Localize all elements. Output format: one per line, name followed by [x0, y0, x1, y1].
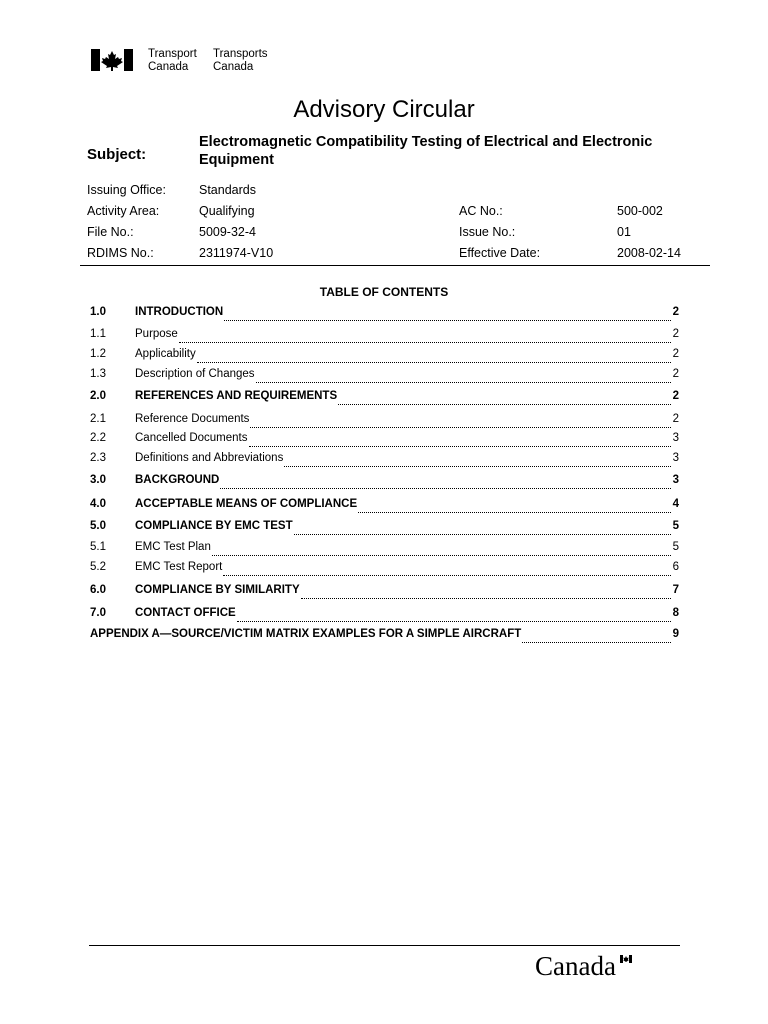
- toc-dot-leader: [237, 612, 671, 622]
- toc-entry-page: 5: [672, 520, 679, 532]
- toc-entry-label: INTRODUCTION: [135, 306, 224, 318]
- toc-entry-page: 3: [672, 474, 679, 486]
- toc-entry-page: 3: [672, 432, 679, 444]
- toc-entry-page: 6: [672, 561, 679, 573]
- activity-area-label: Activity Area:: [87, 204, 160, 218]
- toc-dot-leader: [179, 333, 671, 343]
- subject-text: Electromagnetic Compatibility Testing of Electrical and Electronic Equipment: [199, 134, 653, 168]
- department-name-french: [213, 48, 268, 74]
- dept-en-line1: Transport: [148, 48, 197, 60]
- toc-dot-leader: [358, 503, 670, 513]
- rdims-label: RDIMS No.:: [87, 246, 154, 260]
- toc-entry[interactable]: [90, 348, 679, 364]
- dept-fr-line2: Canada: [213, 61, 254, 73]
- toc-entry-number: 5.1: [90, 541, 106, 553]
- toc-dot-leader: [220, 479, 670, 489]
- toc-entry-page: 2: [672, 390, 679, 402]
- toc-entry-label: BACKGROUND: [135, 474, 220, 486]
- toc-entry-label: Description of Changes: [135, 368, 255, 380]
- toc-entry-page: 3: [672, 452, 679, 464]
- toc-entry-number: 2.2: [90, 432, 106, 444]
- toc-entry-number: 2.1: [90, 413, 106, 425]
- toc-entry-number: 2.0: [90, 390, 106, 402]
- footer-divider: [89, 945, 680, 946]
- effective-date-label: Effective Date:: [459, 246, 541, 260]
- toc-entry[interactable]: [90, 541, 679, 557]
- document-title: Advisory Circular: [293, 96, 475, 123]
- toc-entry-label: EMC Test Report: [135, 561, 223, 573]
- issuing-office-value: Standards: [199, 183, 256, 197]
- toc-dot-leader: [301, 589, 671, 599]
- toc-entry-page: 2: [672, 348, 679, 360]
- canada-flag-icon: [91, 49, 133, 71]
- toc-entry-page: 7: [672, 584, 679, 596]
- issuing-office-label: Issuing Office:: [87, 183, 166, 197]
- toc-entry-label: Applicability: [135, 348, 196, 360]
- toc-entry[interactable]: [90, 368, 679, 384]
- toc-entry-number: 3.0: [90, 474, 106, 486]
- toc-dot-leader: [197, 353, 671, 363]
- toc-entry-number: 2.3: [90, 452, 106, 464]
- toc-entry[interactable]: [90, 328, 679, 344]
- toc-entry-number: 4.0: [90, 498, 106, 510]
- toc-entry-number: 5.2: [90, 561, 106, 573]
- header-divider: [80, 265, 710, 266]
- toc-entry-number: 6.0: [90, 584, 106, 596]
- toc-entry[interactable]: [90, 520, 679, 536]
- ac-no-value: 500-002: [617, 204, 663, 218]
- toc-entry-number: 1.2: [90, 348, 106, 360]
- toc-dot-leader: [212, 546, 671, 556]
- rdims-value: 2311974-V10: [199, 246, 274, 260]
- toc-entry[interactable]: [90, 584, 679, 600]
- toc-entry-page: 2: [672, 368, 679, 380]
- toc-entry-label: Definitions and Abbreviations: [135, 452, 284, 464]
- toc-entry-label: CONTACT OFFICE: [135, 607, 236, 619]
- toc-entry[interactable]: [90, 607, 679, 623]
- file-no-value: 5009-32-4: [199, 225, 256, 239]
- toc-title: TABLE OF CONTENTS: [319, 285, 449, 299]
- toc-entry-label: REFERENCES AND REQUIREMENTS: [135, 390, 338, 402]
- toc-dot-leader: [223, 566, 670, 576]
- issue-no-value: 01: [617, 225, 631, 239]
- toc-dot-leader: [284, 457, 670, 467]
- issue-no-label: Issue No.:: [459, 225, 516, 239]
- dept-fr-line1: Transports: [213, 48, 268, 60]
- toc-entry-page: 9: [672, 628, 679, 640]
- toc-entry[interactable]: [90, 452, 679, 468]
- activity-area-value: Qualifying: [199, 204, 255, 218]
- toc-entry-label: COMPLIANCE BY EMC TEST: [135, 520, 293, 532]
- file-no-label: File No.:: [87, 225, 134, 239]
- toc-entry-page: 8: [672, 607, 679, 619]
- toc-entry[interactable]: [90, 390, 679, 406]
- toc-entry-page: 2: [672, 413, 679, 425]
- toc-entry-page: 5: [672, 541, 679, 553]
- effective-date-value: 2008-02-14: [617, 246, 681, 260]
- toc-entry-label: ACCEPTABLE MEANS OF COMPLIANCE: [135, 498, 358, 510]
- toc-entry-number: 1.3: [90, 368, 106, 380]
- wordmark-flag-icon: [620, 955, 632, 963]
- toc-entry-label: EMC Test Plan: [135, 541, 211, 553]
- subject-label: Subject:: [87, 146, 147, 163]
- toc-entry[interactable]: [90, 474, 679, 490]
- toc-entry[interactable]: [90, 413, 679, 429]
- canada-wordmark: Canada: [535, 951, 616, 981]
- toc-entry-page: 4: [672, 498, 679, 510]
- dept-en-line2: Canada: [148, 61, 189, 73]
- toc-entry[interactable]: [90, 561, 679, 577]
- toc-entry[interactable]: [90, 432, 679, 448]
- ac-no-label: AC No.:: [459, 204, 503, 218]
- toc-entry-number: 1.0: [90, 306, 106, 318]
- toc-dot-leader: [294, 525, 671, 535]
- toc-entry-number: 7.0: [90, 607, 106, 619]
- toc-entry-label: Purpose: [135, 328, 178, 340]
- department-name-english: [148, 48, 197, 74]
- toc-entry[interactable]: [90, 306, 679, 322]
- toc-entry-page: 2: [672, 328, 679, 340]
- toc-dot-leader: [522, 633, 670, 643]
- toc-entry[interactable]: [90, 498, 679, 514]
- toc-entry-label: Reference Documents: [135, 413, 250, 425]
- toc-dot-leader: [250, 418, 670, 428]
- toc-entry-label: Cancelled Documents: [135, 432, 248, 444]
- toc-entry-number: 5.0: [90, 520, 106, 532]
- toc-entry-page: 2: [672, 306, 679, 318]
- toc-entry[interactable]: [90, 628, 679, 644]
- toc-entry-number: 1.1: [90, 328, 106, 340]
- toc-dot-leader: [256, 373, 671, 383]
- toc-entry-label: COMPLIANCE BY SIMILARITY: [135, 584, 300, 596]
- toc-dot-leader: [338, 395, 670, 405]
- toc-entry-label: APPENDIX A—SOURCE/VICTIM MATRIX EXAMPLES FOR A SIMPLE AIRCRAFT: [90, 628, 522, 640]
- toc-dot-leader: [249, 437, 671, 447]
- toc-dot-leader: [224, 311, 670, 321]
